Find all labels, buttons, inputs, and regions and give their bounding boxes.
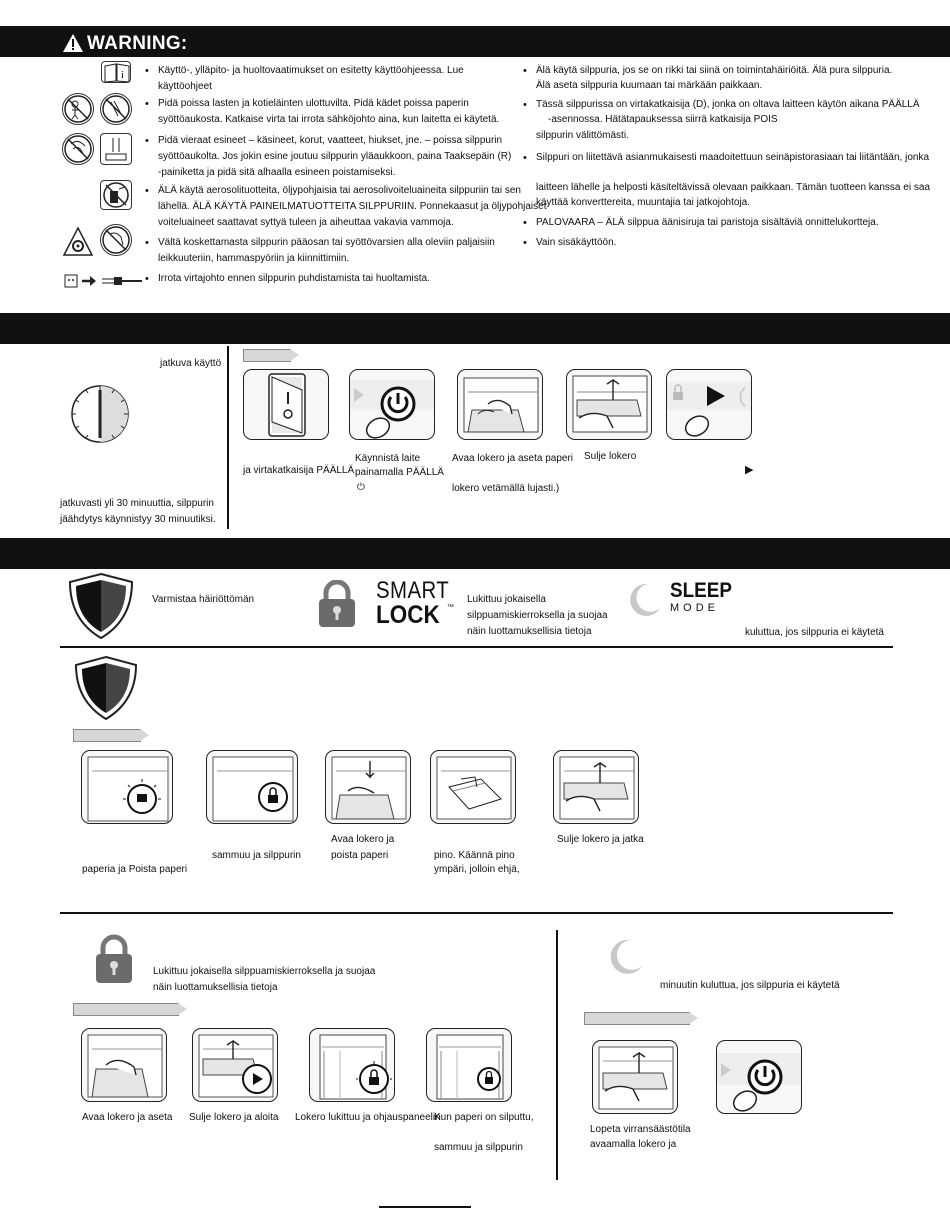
smart-lock-padlock-icon xyxy=(316,580,358,628)
lock-finished-step xyxy=(426,1028,512,1102)
sleep-step1-label-2: avaamalla lokero ja xyxy=(590,1139,677,1150)
smart-word: SMART xyxy=(376,577,450,604)
warning-title xyxy=(62,30,188,58)
step2-label-2: painamalla PÄÄLLÄ xyxy=(355,467,444,478)
sleep-section-text: minuutin kuluttua, jos silppuria ei käytetä xyxy=(660,980,840,991)
sleep-section-moon-icon xyxy=(606,936,646,976)
warning-left-item-6: • Irrota virtajohto ennen silppurin puhdistamista tai huoltamista. xyxy=(158,271,430,287)
page-footer-rule xyxy=(379,1206,471,1208)
smart-lock-text-3: näin luottamuksellisia tietoja xyxy=(467,626,592,637)
manual-book-icon xyxy=(101,61,131,83)
sleep-moon-icon xyxy=(626,580,664,618)
steps-arrow-tag xyxy=(243,349,291,362)
gears-hazard-icon xyxy=(62,226,94,258)
jam-close-drawer-step xyxy=(553,750,639,824)
warning-left-item-2: • Pidä poissa lasten ja kotieläinten ulottuvilta. Pidä kädet poissa paperin xyxy=(158,96,469,112)
sleep-open-drawer-step xyxy=(592,1040,678,1114)
operation-divider xyxy=(227,346,229,529)
open-drawer-step xyxy=(457,369,543,440)
jam-arrow-tag xyxy=(73,729,141,742)
jam-step4-label-2: ympäri, jolloin ehjä, xyxy=(434,864,520,875)
lock-arrow-tag xyxy=(73,1003,179,1016)
warning-left-item-3b: syöttöaukolta. Jos jokin esine joutuu silppurin yläaukkoon, paina Taaksepäin (R) xyxy=(158,151,512,162)
lock-close-start-step xyxy=(192,1028,278,1102)
warning-left-item-2b: syöttöaukosta. Katkaise virta tai irrota sähköjohto aina, kun laitetta ei käytetä. xyxy=(158,114,500,125)
rocker-switch-icon xyxy=(244,370,329,440)
jam-free-shield-icon xyxy=(68,572,134,640)
no-aerosol-icon xyxy=(100,180,132,210)
jam-lock-step xyxy=(206,750,298,824)
lock-word: LOCK xyxy=(376,601,440,629)
no-hands-icon xyxy=(100,93,132,125)
jam-paper-stack-step xyxy=(430,750,516,824)
sleep-arrow-tag xyxy=(584,1012,690,1025)
lock-section-padlock-icon xyxy=(93,934,135,984)
warning-right-item-3c: käyttää konverttereita, muuntajia tai jatkojohtoja. xyxy=(536,197,751,208)
lock-text-2: näin luottamuksellisia tietoja xyxy=(153,982,278,993)
features-rule-top xyxy=(60,646,893,648)
power-switch-step xyxy=(243,369,329,440)
warning-left-item-5: • Vältä koskettamasta silppurin pääosan tai syöttövarsien alla oleviin paljaisiin xyxy=(158,235,495,251)
warning-left-item-4c: voiteluaineet saattavat syttyä tuleen ja aiheuttaa vakavia vammoja. xyxy=(158,217,454,228)
warning-left-item-4: • ÄLÄ käytä aerosolituotteita, öljypohjaisia tai aerosolivoiteluaineita silppuriin tai sen xyxy=(158,183,521,199)
shredder-opening-icon xyxy=(100,133,132,165)
lock-step3-label: Lokero lukittuu ja ohjauspaneelin xyxy=(295,1112,441,1123)
warning-right-item-1: • Älä käytä silppuria, jos se on rikki tai siinä on toimintahäiriöitä. Älä pura silppuria. xyxy=(536,63,892,79)
lock-open-drawer-step xyxy=(81,1028,167,1102)
warning-left-item-4b: lähellä. ÄLÄ KÄYTÄ PAINEILMATUOTTEITA SILPPURIIN. Ponnekaasut ja öljypohjaiset xyxy=(158,201,547,212)
jam-step2-label: sammuu ja silppurin xyxy=(212,850,301,861)
close-drawer-step xyxy=(566,369,652,440)
operation-header-bar xyxy=(0,313,950,344)
sleep-word: SLEEP xyxy=(670,579,732,602)
trademark: ™ xyxy=(446,604,454,611)
warning-right-item-2: • Tässä silppurissa on virtakatkaisija (D), jonka on oltava laitteen käytön aikana PÄÄLLÄ xyxy=(536,97,920,113)
forward-button-step xyxy=(666,369,752,440)
sleep-step1-label-1: Lopeta virransäästötila xyxy=(590,1124,691,1135)
jam-free-text: Varmistaa häiriöttömän xyxy=(152,594,255,605)
unplug-icon xyxy=(64,273,142,289)
power-button-step xyxy=(349,369,435,440)
step2-label-1: Käynnistä laite xyxy=(355,453,421,464)
jam-step3-label-2: poista paperi xyxy=(331,850,389,861)
jam-step3-label-1: Avaa lokero ja xyxy=(331,834,395,845)
features-header-bar xyxy=(0,538,950,569)
sleep-mode-logo xyxy=(670,580,740,620)
jam-step5-label: Sulje lokero ja jatka xyxy=(557,834,644,845)
warning-title-text: WARNING: xyxy=(87,33,188,54)
jam-shield-icon xyxy=(74,655,138,721)
jam-step1-label: paperia ja Poista paperi xyxy=(82,864,188,875)
sleep-text: kuluttua, jos silppuria ei käytetä xyxy=(745,627,884,638)
no-touch-blades-icon xyxy=(100,224,132,256)
no-children-icon xyxy=(62,93,94,125)
smart-lock-logo xyxy=(376,579,456,629)
step3-label-2: lokero vetämällä lujasti.) xyxy=(452,483,560,494)
smart-lock-text-2: silppuamiskierroksella ja suojaa xyxy=(467,610,608,621)
warning-right-item-2c: silppurin välittömästi. xyxy=(536,130,629,141)
svg-text:i: i xyxy=(121,70,124,81)
continuous-label: jatkuva käyttö xyxy=(160,358,222,369)
warning-right-item-1b: Älä aseta silppuria kuumaan tai märkään paikkaan. xyxy=(536,80,763,91)
warning-right-item-2b: -asennossa. Hätätapauksessa siirrä katkaisija POIS xyxy=(548,114,778,125)
warning-left-item-3: • Pidä vieraat esineet – käsineet, korut, vaatteet, hiukset, jne. – poissa silppurin xyxy=(158,133,502,149)
lock-step4-label-2: sammuu ja silppurin xyxy=(434,1142,523,1153)
step3-label-1: Avaa lokero ja aseta paperi xyxy=(452,453,574,464)
warning-triangle-icon xyxy=(62,33,84,53)
features-rule-bottom xyxy=(60,912,893,914)
lock-step2-label: Sulje lokero ja aloita xyxy=(189,1112,279,1123)
cooldown-text-2: jäähdytys käynnistyy 30 minuutiksi. xyxy=(60,514,216,525)
timer-clock-icon xyxy=(70,384,130,444)
warning-left-item-3c: -painiketta ja pidä sitä alhaalla esineen poistamiseksi. xyxy=(158,167,396,178)
no-loose-items-icon xyxy=(62,133,94,165)
jam-open-drawer-step xyxy=(325,750,411,824)
forward-symbol-icon: ▶ xyxy=(745,464,754,476)
lock-step1-label: Avaa lokero ja aseta xyxy=(82,1112,173,1123)
mode-word: MODE xyxy=(670,602,719,614)
warning-right-item-3b: laitteen lähelle ja helposti käsiteltävissä olevaan paikkaan. Tämän tuotteen kanssa ei saa xyxy=(536,182,930,193)
jam-indicator-step xyxy=(81,750,173,824)
lock-text-1: Lukittuu jokaisella silppuamiskierroksella ja suojaa xyxy=(153,966,376,977)
step4-label: Sulje lokero xyxy=(584,451,637,462)
lock-step4-label-1: Kun paperi on silputtu, xyxy=(434,1112,534,1123)
cooldown-text-1: jatkuvasti yli 30 minuuttia, silppurin xyxy=(60,498,214,509)
lock-sleep-divider xyxy=(556,930,558,1180)
warning-left-item-1: • Käyttö-, ylläpito- ja huoltovaatimukset on esitetty käyttöohjeessa. Lue käyttöohjeet xyxy=(158,63,513,95)
warning-right-item-3: • Silppuri on liitettävä asianmukaisesti maadoitettuun seinäpistorasiaan tai liitäntään, jonka xyxy=(536,150,929,166)
warning-right-item-4: • PALOVAARA – ÄLÄ silppua äänisiruja tai paristoja sisältäviä onnittelukortteja. xyxy=(536,215,879,231)
step1-label: ja virtakatkaisija PÄÄLLÄ xyxy=(243,465,355,476)
sleep-power-button-step xyxy=(716,1040,802,1114)
lock-locked-step xyxy=(309,1028,395,1102)
warning-left-item-5b: leikkuuteriin, hammaspyöriin ja kiinnittimiin. xyxy=(158,253,350,264)
warning-right-item-5: • Vain sisäkäyttöön. xyxy=(536,235,616,251)
jam-step4-label-1: pino. Käännä pino xyxy=(434,850,515,861)
smart-lock-text-1: Lukittuu jokaisella xyxy=(467,594,546,605)
power-symbol-icon: ⏻ xyxy=(357,482,365,493)
